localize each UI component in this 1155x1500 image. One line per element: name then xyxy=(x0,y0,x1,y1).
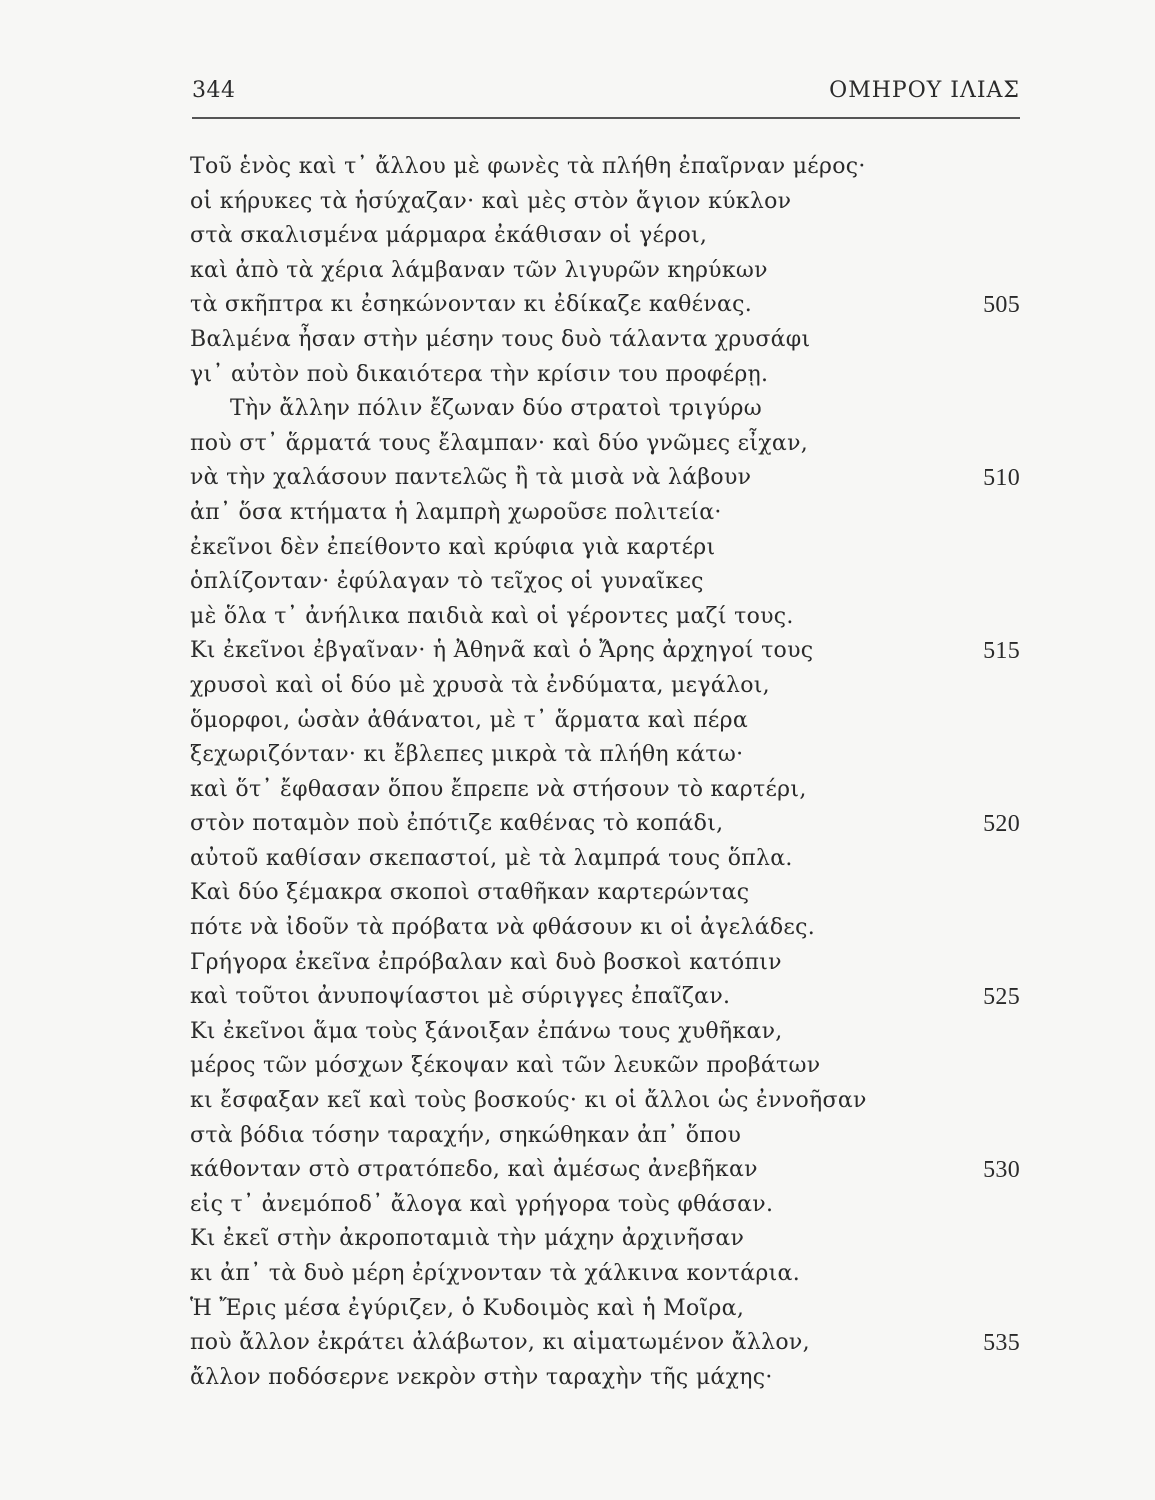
verse-line xyxy=(190,600,1030,635)
verse-line xyxy=(190,842,1030,877)
verse-line xyxy=(190,1257,1030,1292)
verse-line xyxy=(190,1292,1030,1327)
verse-text: στὰ βόδια τόσην ταραχήν, σηκώθηκαν ἀπ᾽ ὅπου xyxy=(190,1122,742,1148)
verse-text: Ἡ Ἔρις μέσα ἐγύριζεν, ὁ Κυδοιμὸς καὶ ἡ Μοῖρα, xyxy=(190,1295,745,1321)
verse-text: στὸν ποταμὸν ποὺ ἐπότιζε καθένας τὸ κοπάδι, xyxy=(190,811,724,837)
verse-line xyxy=(190,254,1030,289)
line-number: 515 xyxy=(983,638,1020,665)
line-number: 520 xyxy=(983,811,1020,838)
verse-text: καὶ τοῦτοι ἀνυποψίαστοι μὲ σύριγγες ἐπαῖζαν. xyxy=(190,984,731,1010)
poem-text xyxy=(190,150,1030,1395)
verse-text: στὰ σκαλισμένα μάρμαρα ἐκάθισαν οἱ γέροι, xyxy=(190,223,708,249)
verse-line xyxy=(190,807,1030,842)
verse-line xyxy=(190,1326,1030,1361)
verse-text: ὁπλίζονταν· ἐφύλαγαν τὸ τεῖχος οἱ γυναῖκες xyxy=(190,569,704,595)
verse-line xyxy=(190,496,1030,531)
verse-line xyxy=(190,219,1030,254)
line-number: 505 xyxy=(983,292,1020,319)
verse-line xyxy=(190,669,1030,704)
verse-text: ὅμορφοι, ὡσὰν ἀθάνατοι, μὲ τ᾽ ἅρματα καὶ πέρα xyxy=(190,707,748,733)
verse-line xyxy=(190,1153,1030,1188)
verse-text: Γρήγορα ἐκεῖνα ἐπρόβαλαν καὶ δυὸ βοσκοὶ κατόπιν xyxy=(190,949,782,975)
line-number: 525 xyxy=(983,984,1020,1011)
verse-line xyxy=(190,1361,1030,1396)
verse-line xyxy=(190,946,1030,981)
verse-text: χρυσοὶ καὶ οἱ δύο μὲ χρυσὰ τὰ ἐνδύματα, μεγάλοι, xyxy=(190,672,770,698)
page-header xyxy=(192,78,1020,118)
verse-text: ξεχωριζόνταν· κι ἔβλεπες μικρὰ τὰ πλήθη κάτω· xyxy=(190,742,744,768)
verse-text: Κι ἐκεῖ στὴν ἀκροποταμιὰ τὴν μάχην ἀρχινῆσαν xyxy=(190,1226,745,1252)
verse-text: Βαλμένα ἦσαν στὴν μέσην τους δυὸ τάλαντα χρυσάφι xyxy=(190,326,811,352)
verse-text: τὰ σκῆπτρα κι ἐσηκώνονταν κι ἐδίκαζε καθένας. xyxy=(190,292,753,318)
verse-text: Τὴν ἄλλην πόλιν ἔζωναν δύο στρατοὶ τριγύρω xyxy=(230,396,763,422)
verse-text: ἄλλον ποδόσερνε νεκρὸν στὴν ταραχὴν τῆς μάχης· xyxy=(190,1364,773,1390)
page-number: 344 xyxy=(192,78,236,103)
verse-line xyxy=(190,980,1030,1015)
verse-line xyxy=(190,358,1030,393)
verse-line xyxy=(190,738,1030,773)
verse-text: μέρος τῶν μόσχων ξέκοψαν καὶ τῶν λευκῶν προβάτων xyxy=(190,1053,821,1079)
verse-line xyxy=(190,1015,1030,1050)
verse-text: καὶ ὅτ᾽ ἔφθασαν ὅπου ἔπρεπε νὰ στήσουν τὸ καρτέρι, xyxy=(190,776,807,802)
verse-text: Καὶ δύο ξέμακρα σκοποὶ σταθῆκαν καρτερώντας xyxy=(190,880,750,906)
verse-text: πότε νὰ ἰδοῦν τὰ πρόβατα νὰ φθάσουν κι οἱ ἀγελάδες. xyxy=(190,915,816,941)
verse-text: καὶ ἀπὸ τὰ χέρια λάμβαναν τῶν λιγυρῶν κηρύκων xyxy=(190,257,768,283)
verse-text: Τοῦ ἑνὸς καὶ τ᾽ ἄλλου μὲ φωνὲς τὰ πλήθη ἐπαῖρναν μέρος· xyxy=(190,154,866,179)
verse-text: ἀπ᾽ ὅσα κτήματα ἡ λαμπρὴ χωροῦσε πολιτεία· xyxy=(190,499,722,525)
line-number: 510 xyxy=(983,465,1020,492)
verse-line xyxy=(190,150,1030,185)
verse-line xyxy=(190,773,1030,808)
verse-line xyxy=(190,1222,1030,1257)
verse-text: Κι ἐκεῖνοι ἅμα τοὺς ξάνοιξαν ἐπάνω τους χυθῆκαν, xyxy=(190,1018,783,1044)
verse-text: οἱ κήρυκες τὰ ἡσύχαζαν· καὶ μὲς στὸν ἅγιον κύκλον xyxy=(190,188,792,214)
running-title: ΟΜΗΡΟΥ ΙΛΙΑΣ xyxy=(829,78,1020,103)
verse-line xyxy=(190,1049,1030,1084)
verse-line xyxy=(190,911,1030,946)
verse-line xyxy=(190,185,1030,220)
line-number: 530 xyxy=(983,1157,1020,1184)
verse-text: κάθονταν στὸ στρατόπεδο, καὶ ἀμέσως ἀνεβῆκαν xyxy=(190,1157,758,1183)
verse-text: Κι ἐκεῖνοι ἐβγαῖναν· ἡ Ἀθηνᾶ καὶ ὁ Ἄρης ἀρχηγοί τους xyxy=(190,638,814,664)
verse-text: κι ἀπ᾽ τὰ δυὸ μέρη ἐρίχνονταν τὰ χάλκινα κοντάρια. xyxy=(190,1261,800,1286)
verse-line xyxy=(190,288,1030,323)
verse-text: μὲ ὅλα τ᾽ ἀνήλικα παιδιὰ καὶ οἱ γέροντες μαζί τους. xyxy=(190,603,794,629)
verse-text: ποὺ στ᾽ ἅρματά τους ἔλαμπαν· καὶ δύο γνῶμες εἶχαν, xyxy=(190,430,809,456)
verse-text: ἐκεῖνοι δὲν ἐπείθοντο καὶ κρύφια γιὰ καρτέρι xyxy=(190,534,716,560)
line-number: 535 xyxy=(983,1330,1020,1357)
verse-text: κι ἔσφαξαν κεῖ καὶ τοὺς βοσκούς· κι οἱ ἄλλοι ὡς ἐννοῆσαν xyxy=(190,1088,867,1114)
verse-text: γι᾽ αὐτὸν ποὺ δικαιότερα τὴν κρίσιν του προφέρῃ. xyxy=(190,361,769,387)
verse-line xyxy=(190,461,1030,496)
verse-line xyxy=(190,1188,1030,1223)
verse-line xyxy=(190,876,1030,911)
header-rule xyxy=(192,117,1020,119)
verse-line xyxy=(190,531,1030,566)
verse-text: νὰ τὴν χαλάσουν παντελῶς ἢ τὰ μισὰ νὰ λάβουν xyxy=(190,465,752,491)
verse-line xyxy=(190,427,1030,462)
verse-line xyxy=(190,392,1030,427)
verse-line xyxy=(190,704,1030,739)
verse-line xyxy=(190,1119,1030,1154)
verse-text: εἰς τ᾽ ἀνεμόποδ᾽ ἄλογα καὶ γρήγορα τοὺς φθάσαν. xyxy=(190,1191,774,1217)
verse-text: αὐτοῦ καθίσαν σκεπαστοί, μὲ τὰ λαμπρά τους ὅπλα. xyxy=(190,845,793,871)
verse-line xyxy=(190,323,1030,358)
verse-line xyxy=(190,1084,1030,1119)
verse-line xyxy=(190,565,1030,600)
verse-line xyxy=(190,634,1030,669)
verse-text: ποὺ ἄλλον ἐκράτει ἀλάβωτον, κι αἱματωμένον ἄλλον, xyxy=(190,1330,810,1356)
